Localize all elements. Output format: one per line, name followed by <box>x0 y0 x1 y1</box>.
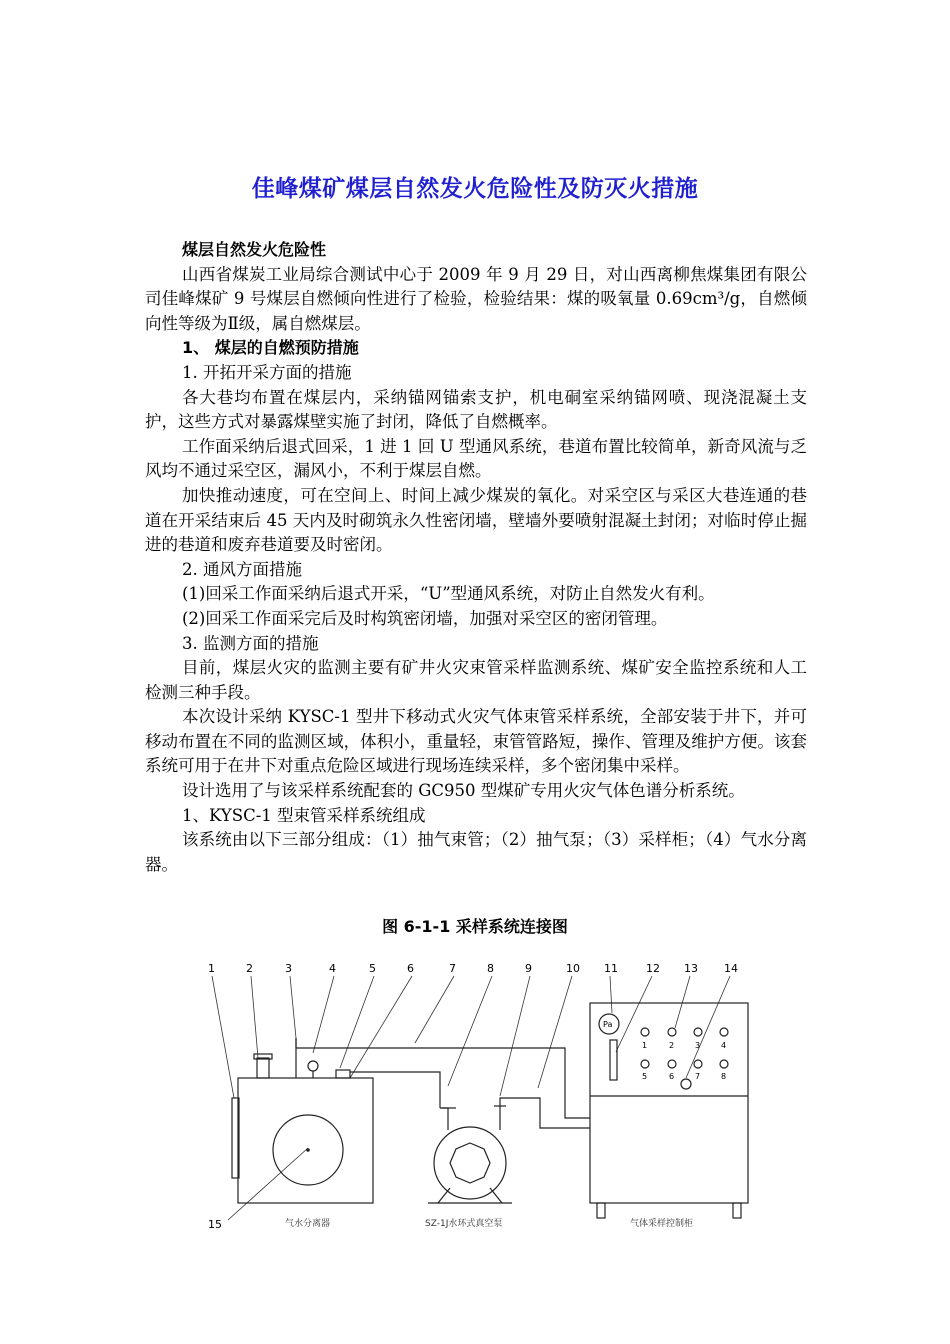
component-captions <box>285 1217 693 1229</box>
paragraph: 3. 监测方面的措施 <box>182 633 319 653</box>
section-heading: 煤层自然发火危险性 <box>182 240 327 259</box>
part-number-label: 13 <box>684 962 698 975</box>
connecting-pipes <box>296 1038 590 1128</box>
gas-water-separator <box>232 1038 373 1203</box>
panel-number-label: 5 <box>642 1072 648 1081</box>
part-number-label: 15 <box>208 1218 222 1231</box>
vacuum-pump <box>428 1106 512 1203</box>
part-number-label: 11 <box>604 962 618 975</box>
figure-caption: 图 6-1-1 采样系统连接图 <box>382 917 568 936</box>
component-caption: SZ-1J水环式真空泵 <box>425 1219 503 1229</box>
gauge-label: Pa <box>603 1020 613 1029</box>
part-number-label: 5 <box>369 962 376 975</box>
paragraph: 该系统由以下三部分组成：（1）抽气束管；（2）抽气泵；（3）采样柜；（4）气水分离器。 <box>145 830 807 874</box>
page-title: 佳峰煤矿煤层自然发火危险性及防灭火措施 <box>251 176 699 202</box>
paragraph: 各大巷均布置在煤层内，采纳锚网锚索支护，机电硐室采纳锚网喷、现浇混凝土支护，这些方式对暴露煤壁实施了封闭，降低了自燃概率。 <box>145 387 807 432</box>
part-number-label: 7 <box>449 962 456 975</box>
part-number-label: 14 <box>724 962 738 975</box>
panel-number-labels <box>642 1041 726 1081</box>
component-caption: 气体采样控制柜 <box>630 1219 694 1229</box>
body-text <box>145 238 807 877</box>
component-caption: 气水分离器 <box>285 1219 331 1229</box>
part-number-label: 8 <box>487 962 494 975</box>
paragraph: 1、KYSC-1 型束管采样系统组成 <box>182 805 426 825</box>
panel-number-label: 8 <box>721 1072 727 1081</box>
part-number-label: 9 <box>525 962 532 975</box>
part-number-label: 10 <box>566 962 580 975</box>
paragraph: (1)回采工作面采纳后退式开采，“U”型通风系统，对防止自然发火有利。 <box>182 584 715 604</box>
paragraph: 1. 开拓开采方面的措施 <box>182 362 352 382</box>
part-number-label: 3 <box>285 962 292 975</box>
part-number-label: 2 <box>246 962 253 975</box>
part-number-label: 4 <box>329 962 336 975</box>
paragraph: 加快推动速度，可在空间上、时间上减少煤炭的氧化。对采空区与采区大巷连通的巷道在开采结束后 45 天内及时砌筑永久性密闭墙，壁墙外要喷射混凝土封闭；对临时停止掘进的巷道和废弃巷道要及时密闭。 <box>145 485 807 555</box>
part-number-label: 1 <box>208 962 215 975</box>
sampling-system-diagram <box>200 958 780 1238</box>
panel-number-label: 1 <box>642 1041 648 1050</box>
panel-number-label: 3 <box>695 1041 701 1050</box>
paragraph: 本次设计采纳 KYSC-1 型井下移动式火灾气体束管采样系统，全部安装于井下，并可移动布置在不同的监测区域，体积小，重量轻，束管管路短，操作、管理及维护方便。该套系统可用于在井下对重点危险区域进行现场连续采样，多个密闭集中采样。 <box>145 707 807 776</box>
section-heading: 1、 煤层的自燃预防措施 <box>182 338 359 358</box>
paragraph: 2. 通风方面措施 <box>182 559 302 579</box>
part-number-label: 6 <box>407 962 414 975</box>
paragraph: (2)回采工作面采完后及时构筑密闭墙，加强对采空区的密闭管理。 <box>182 608 668 628</box>
control-cabinet <box>590 1003 748 1218</box>
diagram-svg <box>200 958 780 1238</box>
panel-number-label: 6 <box>669 1072 675 1081</box>
paragraph: 设计选用了与该采样系统配套的 GC950 型煤矿专用火灾气体色谱分析系统。 <box>182 781 745 801</box>
part-number-label: 12 <box>646 962 660 975</box>
paragraph: 山西省煤炭工业局综合测试中心于 2009 年 9 月 29 日，对山西离柳焦煤集团有限公司佳峰煤矿 9 号煤层自燃倾向性进行了检验，检验结果：煤的吸氧量 0.69cm³/g，自燃倾向性等级为Ⅱ级，属自燃煤层。 <box>145 264 807 333</box>
panel-number-label: 4 <box>721 1041 727 1050</box>
panel-number-label: 7 <box>695 1072 701 1081</box>
paragraph: 目前，煤层火灾的监测主要有矿井火灾束管采样监测系统、煤矿安全监控系统和人工检测三种手段。 <box>145 658 807 702</box>
paragraph: 工作面采纳后退式回采，1 进 1 回 U 型通风系统，巷道布置比较简单，新奇风流与乏风均不通过采空区，漏风小，不利于煤层自燃。 <box>145 436 807 481</box>
leader-lines <box>212 976 730 1220</box>
panel-number-label: 2 <box>669 1041 675 1050</box>
